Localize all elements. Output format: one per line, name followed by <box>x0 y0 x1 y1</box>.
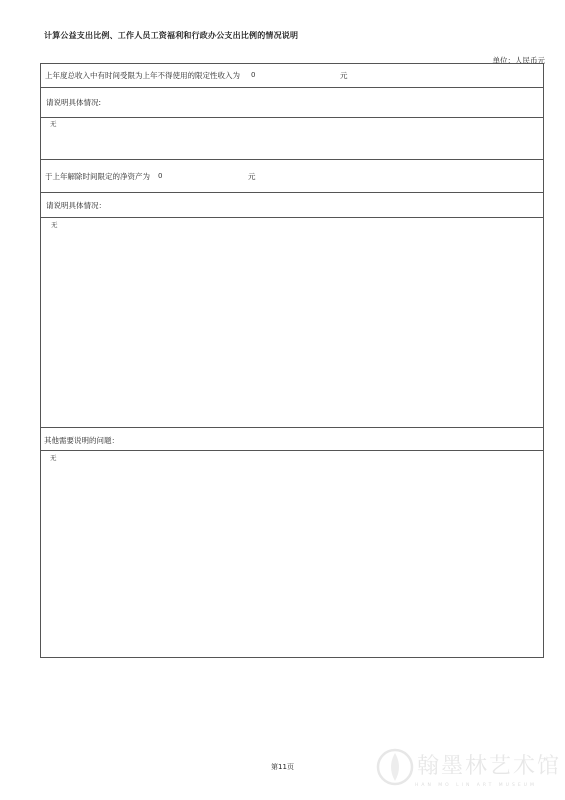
explanation-content-1[interactable]: 无 <box>50 120 57 128</box>
other-issues-label: 其他需要说明的问题： <box>44 436 119 445</box>
divider <box>41 117 543 118</box>
divider <box>41 450 543 451</box>
restricted-income-value[interactable]: 0 <box>251 71 256 79</box>
other-issues-content[interactable]: 无 <box>50 454 57 462</box>
explanation-box-2 <box>40 193 544 428</box>
restricted-income-box <box>40 63 544 88</box>
explanation-content-2[interactable]: 无 <box>51 221 58 229</box>
released-assets-box <box>40 160 544 193</box>
museum-watermark <box>375 745 562 790</box>
currency-unit: 单位：人民币元 <box>492 56 545 65</box>
restricted-income-currency: 元 <box>340 71 348 80</box>
museum-logo-icon <box>375 745 415 790</box>
page-number: 第11页 <box>271 763 294 771</box>
divider <box>41 217 543 218</box>
explanation-label-1: 请说明具体情况: <box>46 98 102 107</box>
document-title: 计算公益支出比例、工作人员工资福利和行政办公支出比例的情况说明 <box>44 31 299 40</box>
watermark-en-text: HAN MO LIN ART MUSEUM <box>415 783 537 788</box>
released-assets-currency: 元 <box>248 172 256 181</box>
restricted-income-label: 上年度总收入中有时间受限为上年不得使用的限定性收入为 <box>45 71 240 80</box>
explanation-box-1 <box>40 88 544 160</box>
released-assets-value[interactable]: 0 <box>158 172 163 180</box>
watermark-cn-text: 翰墨林艺术馆 <box>417 754 562 779</box>
released-assets-label: 于上年解除时间限定的净资产为 <box>45 172 150 181</box>
other-issues-box <box>40 428 544 658</box>
explanation-label-2: 请说明具体情况： <box>46 201 106 210</box>
